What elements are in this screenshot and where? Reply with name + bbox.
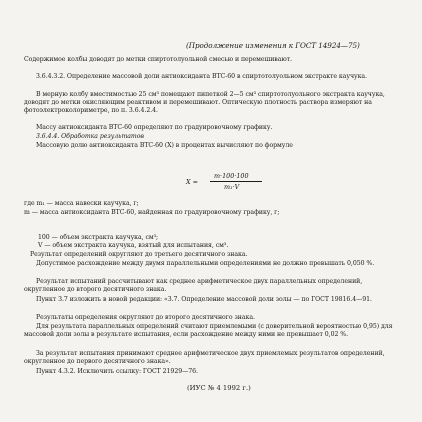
line-part: Массу антиоксиданта ВТС-60 определяют по градуировочному графику. bbox=[36, 124, 273, 131]
text-line bbox=[30, 251, 247, 259]
line-part: Пункт 3.7 изложить в новой редакции: «3.7. Определение массовой доли золы — по ГОСТ 19816.4—91. bbox=[36, 296, 372, 303]
line-part: Массовую долю антиоксиданта ВТС-60 (X) в процентах вычисляют по формуле bbox=[36, 142, 293, 149]
fraction-bar bbox=[210, 181, 262, 182]
line-part: m — масса антиоксиданта ВТС-60, найденная по градуировочному графику, г; bbox=[24, 209, 280, 216]
line-part: Результат испытаний рассчитывают как среднее арифметическое двух параллельных определений, округленное до второго десятичного знака. bbox=[24, 278, 363, 293]
text-line bbox=[24, 323, 398, 339]
line-part: Результаты определения округляют до второго десятичного знака. bbox=[36, 314, 255, 321]
text-line bbox=[38, 242, 228, 250]
document-footer: (ИУС № 4 1992 г.) bbox=[187, 384, 251, 392]
line-part: Для результата параллельных определений считают приемлемыми (с доверительной вероятностью 0,95) для массовой доли золы в результате испытания, если расхождение между ними не превышает 0,02 %. bbox=[24, 323, 393, 338]
line-part: Допустимое расхождение между двумя параллельными определениями не должно превышать 0,050 %. bbox=[36, 260, 375, 267]
text-line bbox=[24, 260, 398, 268]
text-line bbox=[36, 124, 272, 132]
formula-lhs: X = bbox=[186, 178, 198, 186]
text-line bbox=[24, 296, 398, 304]
document-header: (Продолжение изменения к ГОСТ 14924—75) bbox=[186, 41, 360, 50]
text-line bbox=[36, 314, 255, 322]
text-line bbox=[24, 278, 398, 294]
text-line bbox=[24, 142, 398, 150]
line-part: где m₁ — масса навески каучука, г; bbox=[24, 200, 139, 207]
formula-numerator: m·100·100 bbox=[214, 172, 249, 180]
line-part: 100 — объем экстракта каучука, см³; bbox=[38, 234, 159, 241]
line-part: V — объем экстракта каучука, взятый для испытания, см³. bbox=[38, 242, 229, 249]
text-line bbox=[24, 350, 398, 366]
line-part: 3.6.4.3.2. Определение массовой доли антиоксиданта ВТС-60 в спиртотолуольном экстракте каучука. bbox=[36, 73, 367, 80]
line-part: Пункт 4.3.2. Исключить ссылку: ГОСТ 21929—76. bbox=[36, 368, 198, 375]
text-line bbox=[24, 56, 398, 64]
line-part: Содержимое колбы доводят до метки спиртотолуольной смесью и перемешивают. bbox=[24, 56, 293, 63]
text-line bbox=[38, 234, 158, 242]
line-part: В мерную колбу вместимостью 25 см³ помещают пипеткой 2—5 см³ спиртотолуольного экстракта каучука, доводят до метки окисляющим реактивом и перемешивают. Оптическую плотность раствора измеряют на фотоэлектроколориметре, по п. 3.6.4.2.4. bbox=[24, 91, 385, 114]
line-part: За результат испытания принимают среднее арифметическое двух приемлемых результатов определений, округленное до первого десятичного знака». bbox=[24, 350, 385, 365]
text-line bbox=[24, 209, 412, 217]
text-line bbox=[24, 200, 139, 208]
text-line bbox=[24, 91, 398, 115]
text-line bbox=[24, 73, 398, 81]
formula-denominator: m₁·V bbox=[224, 183, 240, 191]
text-line bbox=[36, 368, 198, 376]
line-part: Результат определений округляют до третьего десятичного знака. bbox=[30, 251, 248, 258]
subheading bbox=[36, 133, 144, 141]
line-part: 3.6.4.4. Обработка результатов bbox=[36, 133, 144, 140]
